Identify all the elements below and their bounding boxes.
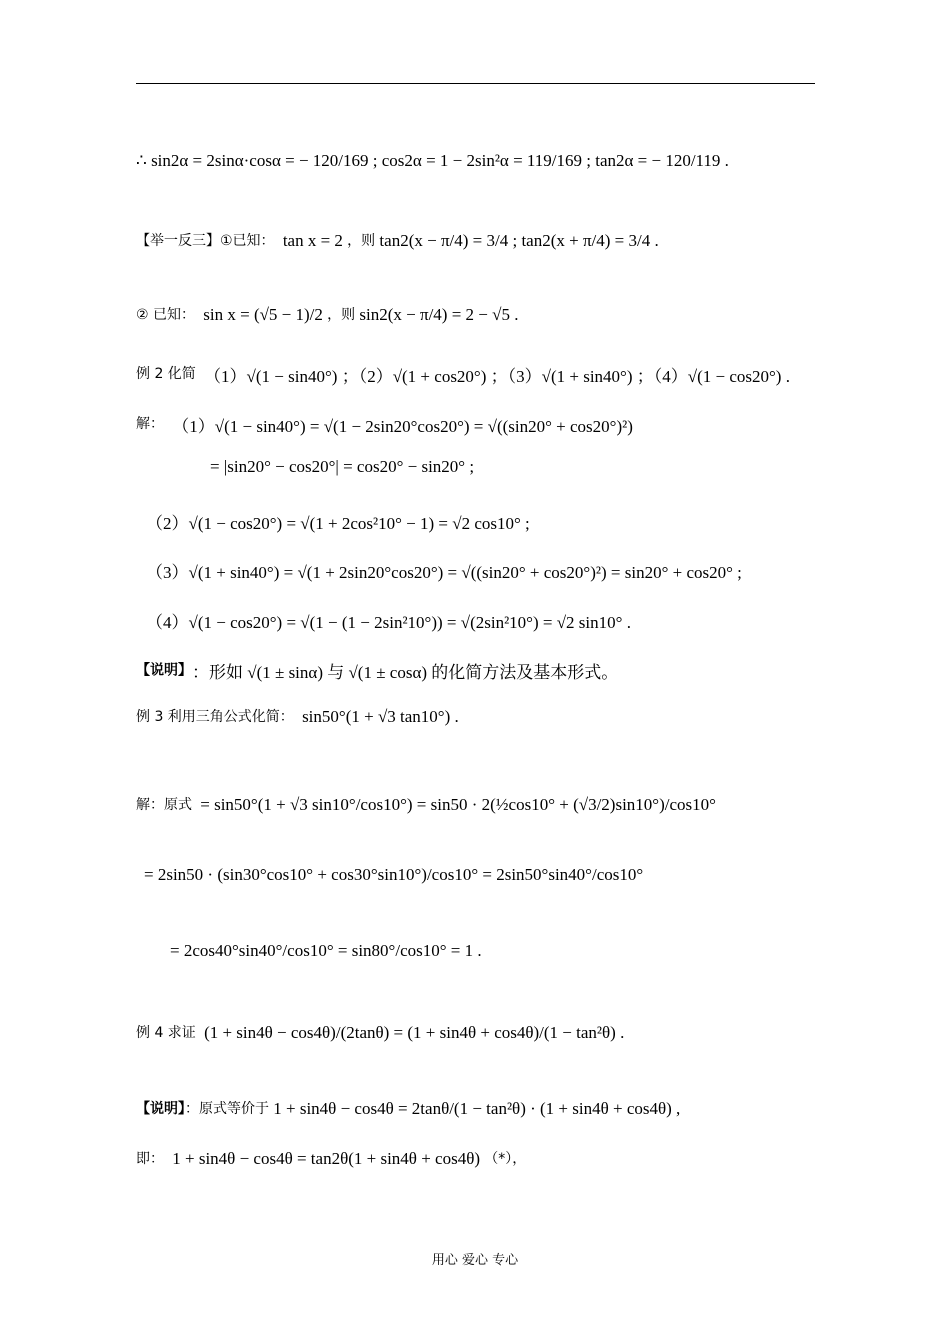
line-6 <box>210 456 474 477</box>
line-7 <box>146 509 530 534</box>
label-example-2: 例 2 化简 <box>136 366 196 383</box>
formula-4: （1）√(1 − sin40°) ；（2）√(1 + cos20°) ；（3）√(1 + sin40°) ；（4）√(1 − cos20°) . <box>204 367 790 386</box>
text-star: （*）， <box>484 1151 527 1167</box>
formula-12: = sin50°(1 + √3 sin10°/cos10°) = sin50 · 2(½cos10° + (√3/2)sin10°)/cos10° <box>200 795 716 815</box>
header-rule <box>136 83 815 84</box>
label-given-2: ② 已知： <box>136 307 196 323</box>
formula-3a: sin x = (√5 − 1)/2 <box>203 305 323 325</box>
formula-10: ：形如 √(1 ± sinα) 与 √(1 ± cosα) 的化简方法及基本形式。 <box>192 663 619 682</box>
label-solution: 解： <box>136 416 164 433</box>
text-2b: ，则 <box>347 233 376 249</box>
formula-15: (1 + sin4θ − cos4θ)/(2tanθ) = (1 + sin4θ + cos4θ)/(1 − tan²θ) . <box>204 1023 625 1043</box>
formula-13: = 2sin50 · (sin30°cos10° + cos30°sin10°)/cos10° = 2sin50°sin40°/cos10° <box>144 865 644 885</box>
label-solution-original: 解：原式 <box>136 797 192 813</box>
formula-5: （1）√(1 − sin40°) = √(1 − 2sin20°cos20°) = √((sin20° + cos20°)²) <box>172 417 633 436</box>
line-4 <box>136 362 790 387</box>
formula-7: （2）√(1 − cos20°) = √(1 + 2cos²10° − 1) = √2 cos10° ; <box>146 514 530 533</box>
line-15 <box>136 1022 624 1043</box>
formula-16: 1 + sin4θ − cos4θ = 2tanθ/(1 − tan²θ) · (1 + sin4θ + cos4θ) , <box>273 1099 681 1119</box>
formula-14: = 2cos40°sin40°/cos10° = sin80°/cos10° = 1 . <box>170 941 482 961</box>
line-2 <box>136 230 659 251</box>
text-3b: ，则 <box>327 307 356 323</box>
label-example-4: 例 4 求证 <box>136 1025 196 1041</box>
line-9 <box>146 608 631 633</box>
label-note-1: 【说明】 <box>136 662 192 679</box>
line-3 <box>136 304 518 325</box>
line-8 <box>146 558 742 583</box>
label-juyifansan: 【举一反三】①已知： <box>136 233 275 249</box>
line-16 <box>136 1098 680 1119</box>
formula-2c: tan2(x − π/4) = 3/4 ; tan2(x + π/4) = 3/4 . <box>379 231 659 251</box>
line-11 <box>136 706 459 727</box>
page-footer: 用心 爱心 专心 <box>431 1253 519 1268</box>
formula-1: ∴ sin2α = 2sinα·cosα = − 120/169 ; cos2α = 1 − 2sin²α = 119/169 ; tan2α = − 120/119 . <box>136 151 729 171</box>
line-5 <box>136 412 633 437</box>
formula-3c: sin2(x − π/4) = 2 − √5 . <box>359 305 519 325</box>
line-1 <box>136 150 729 171</box>
formula-6: = |sin20° − cos20°| = cos20° − sin20° ; <box>210 457 475 477</box>
formula-11: sin50°(1 + √3 tan10°) . <box>302 707 459 727</box>
line-10 <box>136 658 618 683</box>
line-17 <box>136 1148 526 1169</box>
line-12 <box>136 794 716 815</box>
text-equivalent: ：原式等价于 <box>185 1101 269 1117</box>
label-note-2: 【说明】 <box>136 1101 185 1117</box>
formula-17: 1 + sin4θ − cos4θ = tan2θ(1 + sin4θ + cos4θ) <box>172 1149 480 1169</box>
formula-8: （3）√(1 + sin40°) = √(1 + 2sin20°cos20°) = √((sin20° + cos20°)²) = sin20° + cos20° ; <box>146 563 742 582</box>
formula-9: （4）√(1 − cos20°) = √(1 − (1 − 2sin²10°)) = √(2sin²10°) = √2 sin10° . <box>146 613 631 632</box>
line-14 <box>170 940 482 961</box>
label-namely: 即： <box>136 1151 164 1167</box>
formula-2a: tan x = 2 <box>282 231 343 251</box>
label-example-3: 例 3 利用三角公式化简： <box>136 709 294 725</box>
line-13 <box>144 864 643 885</box>
